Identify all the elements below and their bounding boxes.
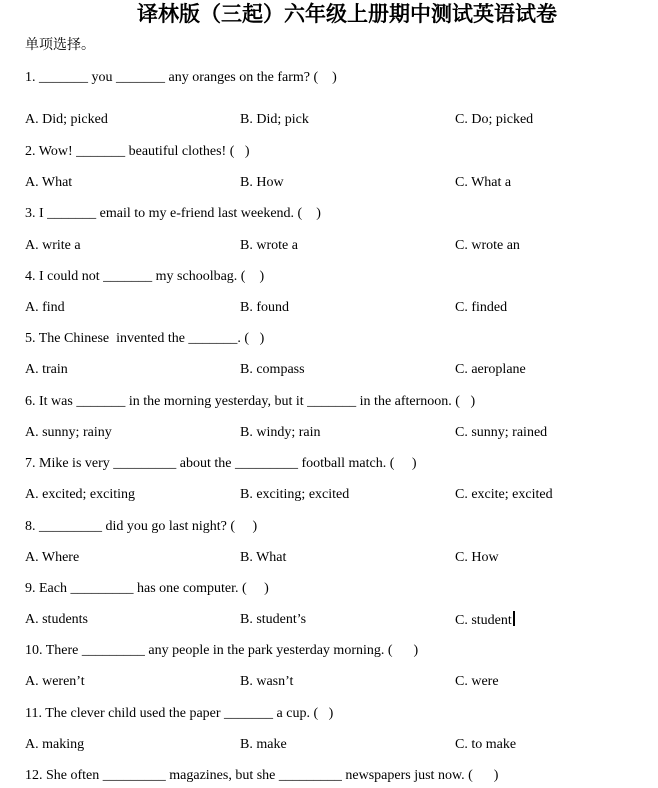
question-4-option-a: A. find xyxy=(25,300,65,315)
question-4-option-c: C. finded xyxy=(455,300,508,315)
question-5-options-row xyxy=(25,361,658,378)
question-6-text: 6. It was _______ in the morning yesterday, but it _______ in the afternoon. ( ) xyxy=(25,394,476,409)
question-3-options-row xyxy=(25,237,658,254)
question-7-option-b: B. exciting; excited xyxy=(240,487,350,502)
question-4-options-row xyxy=(25,299,658,316)
question-2-option-b: B. How xyxy=(240,175,284,190)
question-4-option-b: B. found xyxy=(240,300,289,315)
question-8-option-c: C. How xyxy=(455,550,499,565)
question-9-options-row xyxy=(25,611,658,628)
question-10-text: 10. There _________ any people in the park yesterday morning. ( ) xyxy=(25,643,419,658)
question-5-text: 5. The Chinese invented the _______. ( ) xyxy=(25,331,265,346)
question-1-option-c: C. Do; picked xyxy=(455,112,534,127)
section-heading: 单项选择。 xyxy=(25,38,95,53)
question-7-option-c: C. excite; excited xyxy=(455,487,553,502)
question-12-text: 12. She often _________ magazines, but she _________ newspapers just now. ( ) xyxy=(25,768,499,783)
question-10-option-b: B. wasn’t xyxy=(240,674,294,689)
question-1-option-a: A. Did; picked xyxy=(25,112,108,127)
question-6-options-row xyxy=(25,424,658,441)
question-9-option-a: A. students xyxy=(25,612,88,627)
question-8-text: 8. _________ did you go last night? ( ) xyxy=(25,519,258,534)
question-9-text: 9. Each _________ has one computer. ( ) xyxy=(25,581,269,596)
question-1-options-row xyxy=(25,111,658,128)
question-6-option-b: B. windy; rain xyxy=(240,425,321,440)
question-2-option-c: C. What a xyxy=(455,175,512,190)
question-11-option-a: A. making xyxy=(25,737,85,752)
question-7-options-row xyxy=(25,486,658,503)
question-8-options-row xyxy=(25,549,658,566)
question-2-option-a: A. What xyxy=(25,175,73,190)
question-4-text: 4. I could not _______ my schoolbag. ( ) xyxy=(25,269,265,284)
question-11-text: 11. The clever child used the paper _______ a cup. ( ) xyxy=(25,706,334,721)
question-10-option-a: A. weren’t xyxy=(25,674,85,689)
text-cursor-caret xyxy=(513,611,515,626)
question-11-option-b: B. make xyxy=(240,737,287,752)
question-10-option-c: C. were xyxy=(455,674,499,689)
question-3-option-a: A. write a xyxy=(25,238,81,253)
question-6-option-a: A. sunny; rainy xyxy=(25,425,112,440)
question-1-text: 1. _______ you _______ any oranges on the farm? ( ) xyxy=(25,70,337,85)
question-8-option-a: A. Where xyxy=(25,550,80,565)
question-10-options-row xyxy=(25,673,658,690)
question-9-option-b: B. student’s xyxy=(240,612,307,627)
question-11-option-c: C. to make xyxy=(455,737,517,752)
question-2-options-row xyxy=(25,174,658,191)
question-5-option-b: B. compass xyxy=(240,362,305,377)
question-9-option-c-text: C. student xyxy=(455,613,512,628)
question-3-option-b: B. wrote a xyxy=(240,238,298,253)
question-6-option-c: C. sunny; rained xyxy=(455,425,548,440)
question-7-text: 7. Mike is very _________ about the _________ football match. ( ) xyxy=(25,456,417,471)
question-9-option-c xyxy=(455,611,515,629)
question-3-option-c: C. wrote an xyxy=(455,238,520,253)
document-title: 译林版（三起）六年级上册期中测试英语试卷 xyxy=(137,2,557,26)
question-8-option-b: B. What xyxy=(240,550,287,565)
question-2-text: 2. Wow! _______ beautiful clothes! ( ) xyxy=(25,144,250,159)
question-3-text: 3. I _______ email to my e-friend last weekend. ( ) xyxy=(25,206,321,221)
question-5-option-c: C. aeroplane xyxy=(455,362,526,377)
question-5-option-a: A. train xyxy=(25,362,68,377)
question-1-option-b: B. Did; pick xyxy=(240,112,309,127)
question-11-options-row xyxy=(25,736,658,753)
question-7-option-a: A. excited; exciting xyxy=(25,487,136,502)
